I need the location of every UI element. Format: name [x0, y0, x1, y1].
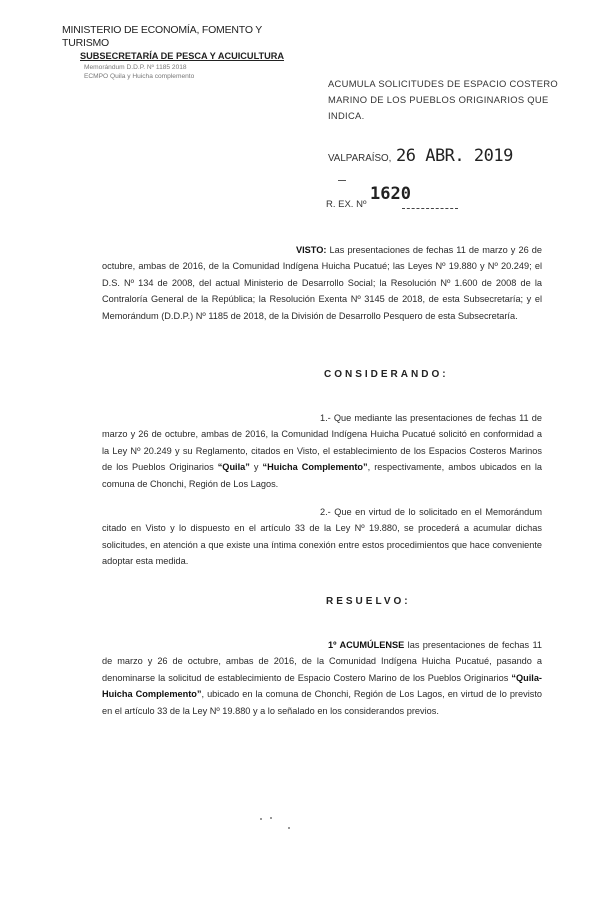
resuelvo-item-1: [102, 637, 542, 719]
resolution-number: 1620: [370, 184, 411, 204]
considerando-item-1: [102, 410, 542, 492]
visto-text: Las presentaciones de fechas 11 de marzo y 26 de octubre, ambas de 2016, de la Comunidad Indígena Huicha Pucatué; las Leyes Nº 19.880 y Nº 20.249; el D.S. Nº 134 de 2008, del actual Ministerio de Desarrollo Social; la Resolución Nº 1.600 de 2008 de la Contraloría General de la República; la Resolución Exenta Nº 3145 de 2018, de esta Subsecretaría; y el Memorándum (D.D.P.) Nº 1185 de 2018, de la División de Desarrollo Pesquero de esta Subsecretaría.: [102, 245, 542, 321]
date-stamp: 26 ABR. 2019: [396, 146, 513, 166]
document-subject: ACUMULA SOLICITUDES DE ESPACIO COSTERO MARINO DE LOS PUEBLOS ORIGINARIOS QUE INDICA.: [328, 78, 559, 121]
number-underline: [402, 208, 458, 209]
considerando-1-text: 1.- Que mediante las presentaciones de fechas 11 de marzo y 26 de octubre, ambas de 2016, la Comunidad Indígena Huicha Pucatué solicitó en conformidad a la Ley Nº 20.249 y su Reglamento, citados en Visto, el establecimiento de los Espacios Costeros Marinos de los Pueblos Originarios: [102, 413, 542, 473]
resuelvo-1-label: 1º ACUMÚLENSE: [328, 640, 405, 650]
date-line: [328, 146, 558, 168]
scan-marks: [258, 814, 308, 834]
considerando-1-end: , respectivamente, ambos ubicados en la comuna de Chonchi, Región de Los Lagos.: [102, 462, 543, 489]
dash-mark: [338, 180, 346, 181]
resolution-prefix: R. EX. Nº: [326, 199, 367, 210]
scan-dot: [260, 818, 262, 820]
resuelvo-heading: RESUELVO:: [326, 596, 411, 607]
ecmpo-reference: ECMPO Quila y Huicha complemento: [84, 73, 195, 80]
ecmpo-huicha: “Huicha Complemento”: [262, 462, 368, 473]
ecmpo-combined-name: “Quila-Huicha Complemento”: [102, 672, 542, 700]
memo-reference: Memorándum D.D.P. Nº 1185 2018: [84, 64, 187, 71]
considerando-item-2: [102, 504, 542, 570]
considerando-2-text: 2.- Que en virtud de lo solicitado en el Memorándum citado en Visto y lo dispuesto en el artículo 33 de la Ley Nº 19.880, se procederá a acumular dichas solicitudes, en atención a que existe una íntima conexión entre estos procedimientos que hace conveniente adoptar esta medida.: [102, 507, 542, 567]
resolution-number-line: [326, 178, 466, 214]
letterhead: [62, 24, 302, 81]
resuelvo-1-end: , ubicado en la comuna de Chonchi, Región de Los Lagos, en virtud de lo previsto en el artículo 33 de la Ley Nº 19.880 y a lo señalado en los considerandos previos.: [102, 689, 542, 716]
considerando-heading: CONSIDERANDO:: [324, 369, 449, 380]
visto-paragraph: [102, 242, 542, 324]
scan-dot: [270, 817, 272, 819]
ministry-name: MINISTERIO DE ECONOMÍA, FOMENTO Y TURISMO: [62, 24, 262, 49]
subsecretaria-name: SUBSECRETARÍA DE PESCA Y ACUICULTURA: [80, 51, 285, 61]
scan-dot: [288, 827, 290, 829]
visto-label: VISTO:: [296, 245, 327, 255]
considerando-1-mid: y: [249, 462, 263, 473]
ecmpo-quila: “Quila”: [217, 462, 250, 473]
resuelvo-1-text: las presentaciones de fechas 11 de marzo y 26 de octubre, ambas de 2016, de la Comunidad Indígena Huicha Pucatué, pasando a denominarse la solicitud de establecimiento de Espacio Costero Marino de los Pueblos Originarios: [102, 640, 542, 683]
city-label: VALPARAÍSO,: [328, 153, 392, 164]
